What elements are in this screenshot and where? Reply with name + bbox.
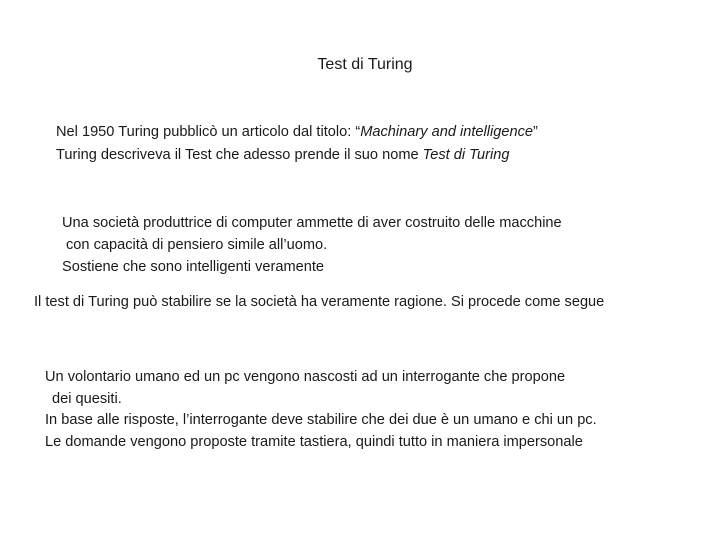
intro-line-2-text: Turing descriveva il Test che adesso prende il suo nome [56, 147, 423, 163]
intro-line-1-quote-close: ” [533, 124, 538, 140]
paragraph-procedure-line-4: Le domande vengono proposte tramite tastiera, quindi tutto in maniera impersonale [45, 434, 583, 450]
article-title: Machinary and intelligence [360, 124, 534, 140]
paragraph-company-line-2: con capacità di pensiero simile all’uomo. [66, 237, 328, 253]
paragraph-company-line-1: Una società produttrice di computer ammette di aver costruito delle macchine [62, 215, 562, 231]
paragraph-procedure-line-2: dei quesiti. [52, 391, 122, 407]
paragraph-procedure-line-1: Un volontario umano ed un pc vengono nascosti ad un interrogante che propone [45, 369, 566, 385]
paragraph-intro-line-2 [56, 144, 509, 166]
paragraph-company-line-3: Sostiene che sono intelligenti veramente [62, 259, 325, 275]
paragraph-intro-line-1 [56, 121, 538, 143]
paragraph-test-line-1: Il test di Turing può stabilire se la società ha veramente ragione. Si procede come segue [34, 294, 605, 310]
intro-line-1-text: Nel 1950 Turing pubblicò un articolo dal titolo: “ [56, 124, 361, 140]
paragraph-procedure-line-3: In base alle risposte, l’interrogante deve stabilire che dei due è un umano e chi un pc. [45, 412, 597, 428]
slide-title: Test di Turing [317, 56, 413, 73]
test-name: Test di Turing [422, 147, 510, 163]
